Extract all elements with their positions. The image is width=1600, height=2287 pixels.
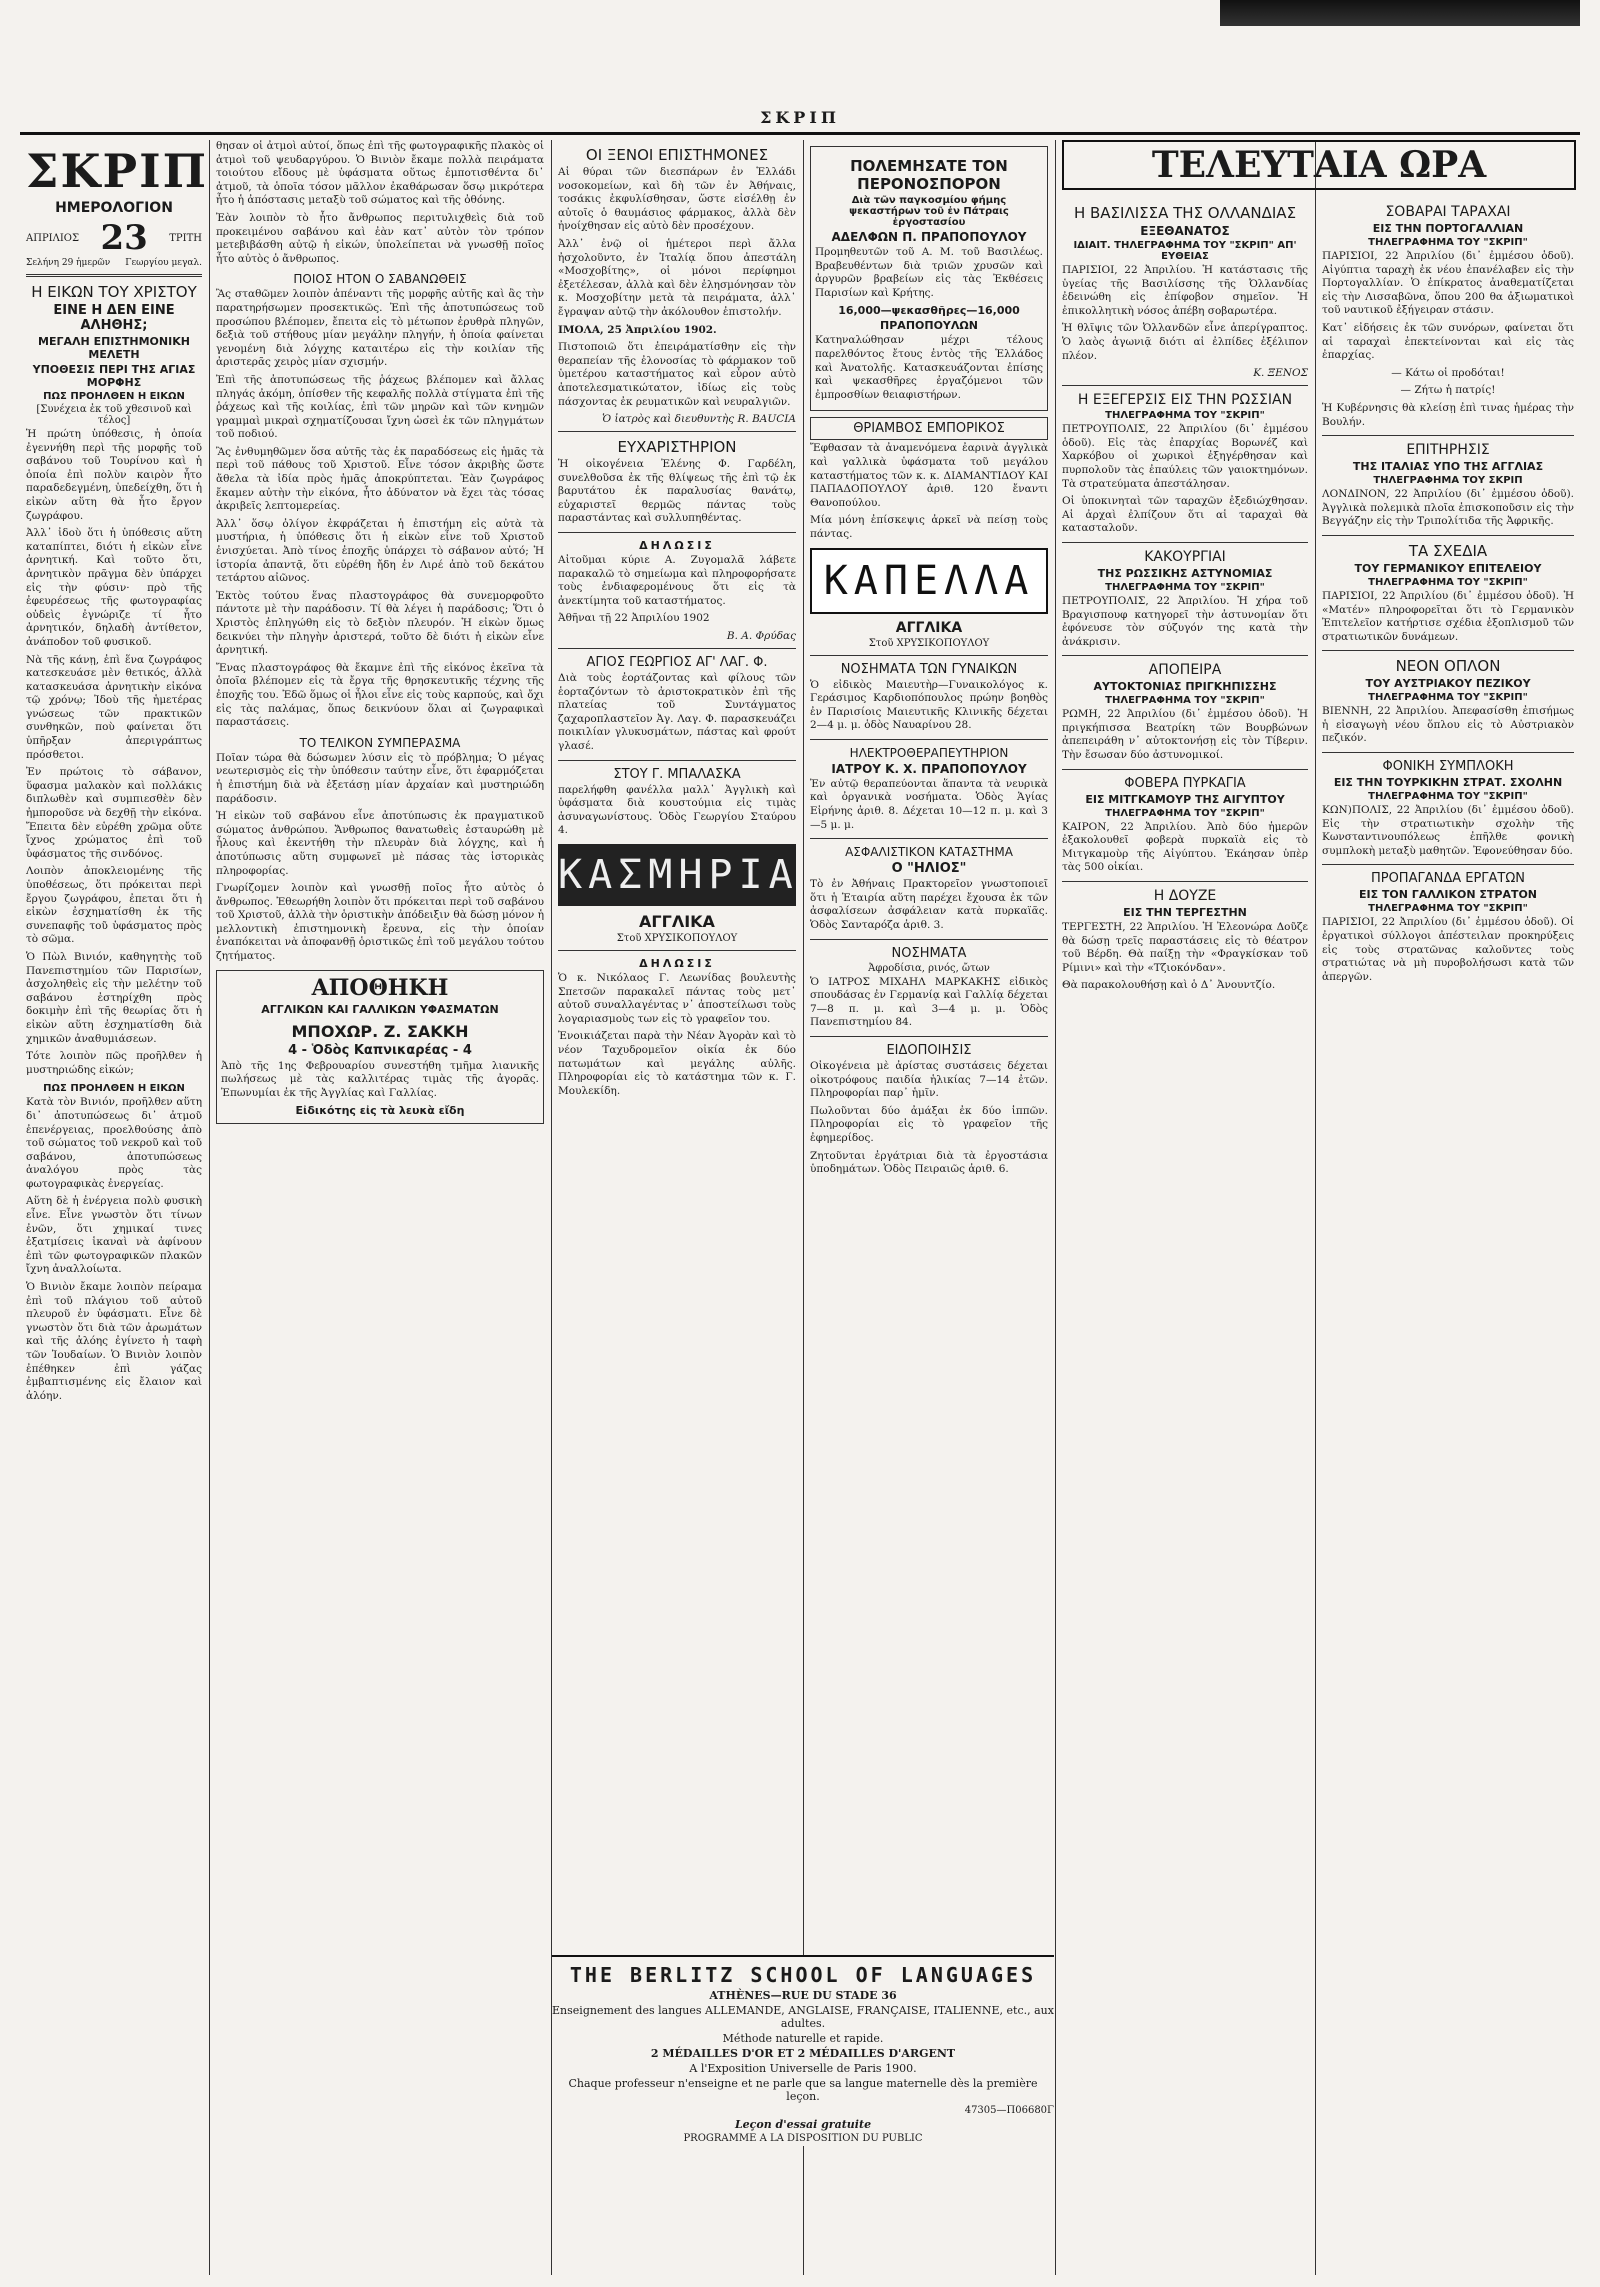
ad-sales: 16,000—ψεκασθῆρες—16,000 — [838, 304, 1020, 318]
masthead-moon: Σελήνη 29 ἡμερῶν — [26, 258, 111, 268]
ad-shop: Στοῦ ΧΡΥΣΙΚΟΠΟΥΛΟΥ — [868, 637, 990, 649]
berlitz-line: Méthode naturelle et rapide. — [722, 2032, 884, 2045]
section-heading: ΣΤΟΥ Γ. ΜΠΑΛΑΣΚΑ — [613, 766, 741, 782]
paragraph: Κατ᾽ εἰδήσεις ἐκ τῶν συνόρων, φαίνεται ὅτι αἱ ταραχαὶ ἐπεκτείνονται καὶ εἰς τὰς ἐπαρχίας. — [1322, 321, 1574, 362]
divider — [1322, 752, 1574, 753]
section-heading: ΝΟΣΗΜΑΤΑ ΤΩΝ ΓΥΝΑΙΚΩΝ — [840, 661, 1018, 677]
section-subheading: ΕΞΕΘΑΝΑΤΟΣ — [1140, 224, 1230, 238]
paragraph: Ἀλλ᾽ ἰδοὺ ὅτι ἡ ὑπόθεσις αὕτη καταπίπτει, διότι ἡ εἰκὼν εἶνε ἀρνητική. Καὶ τοῦτο ὅτι, ἀρνητικὸν πρᾶγμα δὲν ὑπάρχει εἰς τὴν φύσιν· πρὸ τῆς ἐφευρέσεως τῆς φωτογραφίας οὐδεὶς ἐγνώριζε τί ἦτο ἀρνητικόν, δηλαδὴ ἀντίθετον, ἀνάποδον τοῦ φυσικοῦ. — [26, 527, 202, 648]
section-heading: ΗΛΕΚΤΡΟΘΕΡΑΠΕΥΤΗΡΙΟΝ — [849, 745, 1009, 760]
section-subheading: ΕΙΣ ΤΟΝ ΓΑΛΛΙΚΟΝ ΣΤΡΑΤΟΝ — [1358, 888, 1538, 902]
divider — [558, 532, 796, 533]
masthead-date: 23 — [100, 218, 148, 258]
ad-banner: ΚΑΠΕΛΛΑ — [810, 548, 1048, 614]
paragraph: ΛΟΝΔΙΝΟΝ, 22 Ἀπριλίου (δι᾽ ἐμμέσου ὁδοῦ). Ἀγγλικὰ πολεμικὰ πλοῖα ἐπισκοποῦσιν εἰς τὴν Βεγγάζην εἰς τὴν Τριπολίτιδα τῆς Ἀφρικῆς. — [1322, 488, 1574, 528]
article-subhead: ΥΠΟΘΕΣΙΣ ΠΕΡΙ ΤΗΣ ΑΓΙΑΣ ΜΟΡΦΗΣ — [32, 363, 196, 389]
paragraph: ΡΩΜΗ, 22 Ἀπριλίου (δι᾽ ἐμμέσου ὁδοῦ). Ἡ πριγκήπισσα Βεατρίκη τῶν Βουρβώνων ἀπεπειράθη ν᾽ αὐτοκτονήσῃ εἰς τὸν Τίβεριν. Τὴν ἔσωσαν δύο ἀστυνομικοί. — [1062, 708, 1308, 762]
paragraph: ΒΙΕΝΝΗ, 22 Ἀπριλίου. Ἀπεφασίσθη ἐπισήμως ἡ εἰσαγωγὴ νέου ὅπλου εἰς τὸ Αὐστριακὸν πεζικόν. — [1322, 705, 1574, 745]
section-subheading: ΤΟΥ ΓΕΡΜΑΝΙΚΟΥ ΕΠΙΤΕΛΕΙΟΥ — [1354, 561, 1542, 575]
ad-address: 4 - Ὁδὸς Καπνικαρέας - 4 — [288, 1042, 472, 1058]
section-heading: Η ΕΞΕΓΕΡΣΙΣ ΕΙΣ ΤΗΝ ΡΩΣΣΙΑΝ — [1077, 392, 1293, 409]
divider — [1062, 385, 1308, 386]
section-heading: ΘΡΙΑΜΒΟΣ ΕΜΠΟΡΙΚΟΣ — [810, 417, 1048, 440]
ad-subtitle: ΑΓΓΛΙΚΩΝ ΚΑΙ ΓΑΛΛΙΚΩΝ ΥΦΑΣΜΑΤΩΝ — [261, 1002, 499, 1016]
section-heading: ΠΟΙΟΣ ΗΤΟΝ Ο ΣΑΒΑΝΩΘΕΙΣ — [293, 272, 467, 287]
masthead-dateline — [26, 218, 202, 258]
date-line: Ἀθῆναι τῇ 22 Ἀπριλίου 1902 — [558, 612, 710, 625]
section-heading: ΠΡΟΠΑΓΑΝΔΑ ΕΡΓΑΤΩΝ — [1370, 871, 1526, 887]
paragraph: Ἡ εἰκὼν τοῦ σαβάνου εἶνε ἀποτύπωσις ἐκ πραγματικοῦ σώματος ἀνθρώπου. Ἄνθρωπος θανατωθεὶς ἐσταυρώθη μὲ ἧλους καὶ ἐκεντήθη τὴν πλευρὰν διὰ λόγχης, καὶ ἡ ἀποτύπωσις αὕτη συμφωνεῖ μὲ πάσας τὰς ἱστορικὰς πληροφορίας. — [216, 810, 544, 877]
section-subheading: ΤΗΣ ΙΤΑΛΙΑΣ ΥΠΟ ΤΗΣ ΑΓΓΛΙΑΣ — [1352, 460, 1544, 474]
telegram-label: ΤΗΛΕΓΡΑΦΗΜΑ ΤΟΥ "ΣΚΡΙΠ" — [1368, 237, 1528, 248]
section-heading: ΝΕΟΝ ΟΠΛΟΝ — [1395, 657, 1501, 676]
berlitz-title: THE BERLITZ SCHOOL OF LANGUAGES — [569, 1963, 1037, 1987]
column-6 — [1316, 198, 1580, 2275]
paragraph: ΠΑΡΙΣΙΟΙ, 22 Ἀπριλίου (δι᾽ ἐμμέσου ὁδοῦ). Ἡ «Ματέν» πληροφορεῖται ὅτι τὸ Γερμανικὸν Ἐπιτελεῖον κατήρτισε σχέδια ἐξοπλισμοῦ τῶν στρατιωτικῶν δυνάμεων. — [1322, 589, 1574, 643]
signature: Β. Α. Φρύδας — [726, 630, 796, 643]
telegram-label: ΤΗΛΕΓΡΑΦΗΜΑ ΤΟΥ "ΣΚΡΙΠ" — [1105, 695, 1265, 707]
paragraph: Αὕτη δὲ ἡ ἐνέργεια πολὺ φυσικὴ εἶνε. Εἶνε γνωστὸν ὅτι τίνων ἐνῶν, ὅτι χημικαί τινες ἐξατμίσεις ἱκαναὶ νὰ ἀφίνουν ἐπὶ τῶν φωτογραφικῶν πλακῶν ἴχνη ἀναλλοίωτα. — [26, 1195, 202, 1276]
berlitz-advertisement — [552, 1955, 1054, 2146]
section-subheading: ΕΙΣ ΤΗΝ ΤΟΥΡΚΙΚΗΝ ΣΤΡΑΤ. ΣΧΟΛΗΝ — [1333, 776, 1563, 790]
section-heading: ΟΙ ΞΕΝΟΙ ΕΠΙΣΤΗΜΟΝΕΣ — [585, 146, 769, 164]
divider — [1062, 769, 1308, 770]
ad-footer: Εἰδικότης εἰς τὰ λευκὰ εἴδη — [295, 1104, 465, 1118]
section-heading: ΝΟΣΗΜΑΤΑ — [891, 945, 967, 961]
telegram-label: ΤΗΛΕΓΡΑΦΗΜΑ ΤΟΥ "ΣΚΡΙΠ" — [1368, 576, 1528, 588]
masthead-month: ΑΠΡΙΛΙΟΣ — [26, 232, 80, 244]
scan-edge-strip — [1220, 0, 1580, 26]
article-note: [Συνέχεια ἐκ τοῦ χθεσινοῦ καὶ τέλος] — [36, 404, 192, 426]
paragraph: Ἐπὶ τῆς ἀποτυπώσεως τῆς ῥάχεως βλέπομεν καὶ ἄλλας πληγάς ἀκόμη, ὀπίσθεν τῆς κεφαλῆς πολλὰ στίγματα ἐπὶ τῆς ῥάχεως καὶ τῆς κοιλίας, ἐπὶ τῶν μηρῶν καὶ τῶν κνημῶν γραμμαὶ μικραὶ σχηματίζουσαι ἴχνη ὡσεὶ ἐκ τῶν πληγμάτων τοῦ ποδιού. — [216, 373, 544, 441]
ad-subtitle: Διὰ τῶν παγκοσμίου φήμης ψεκαστήρων τοῦ ἐν Πάτραις ἐργοστασίου — [849, 195, 1009, 228]
ad-text: Κατηναλώθησαν μέχρι τέλους παρελθόντος ἔτους ἐντὸς τῆς Ἑλλάδος καὶ Ἀνατολῆς. Κατασκευάζονται ἐπίσης καὶ ψεκασθῆρες ἐργαζόμενοι τῶν ἐμπροσθίων θειαφιστήρων. — [815, 334, 1043, 401]
section-heading: ΑΠΟΠΕΙΡΑ — [1148, 662, 1222, 679]
telegram-label: ΤΗΛΕΓΡΑΦΗΜΑ ΤΟΥ "ΣΚΡΙΠ" — [1368, 692, 1528, 704]
telegram-label: ΤΗΛΕΓΡΑΦΗΜΑ ΤΟΥ ΣΚΡΙΠ — [1373, 475, 1523, 487]
section-heading: ΤΟ ΤΕΛΙΚΟΝ ΣΥΜΠΕΡΑΣΜΑ — [299, 735, 461, 750]
ad-shop: Στοῦ ΧΡΥΣΙΚΟΠΟΥΛΟΥ — [616, 932, 738, 944]
signature: Κ. ΞΕΝΟΣ — [1253, 367, 1308, 380]
divider — [1062, 655, 1308, 656]
telegram-label: ΤΗΛΕΓΡΑΦΗΜΑ ΤΟΥ "ΣΚΡΙΠ" — [1105, 581, 1265, 593]
divider — [1062, 881, 1308, 882]
article-subhead: ΠΩΣ ΠΡΟΗΛΘΕΝ Η ΕΙΚΩΝ — [43, 391, 185, 402]
last-hour-banner: ΤΕΛΕΥΤΑΙΑ ΩΡΑ — [1062, 140, 1576, 190]
paragraph: ΚΩΝ)ΠΟΛΙΣ, 22 Ἀπριλίου (δι᾽ ἐμμέσου ὁδοῦ). Εἰς τὴν στρατιωτικὴν σχολὴν τῆς Κωνσταντινουπόλεως ἐπῆλθε φονικὴ συμπλοκὴ μεταξὺ μαθητῶν. Ἐφονεύθησαν δύο. — [1322, 804, 1574, 857]
running-head: ΣΚΡΙΠ — [760, 108, 840, 127]
masthead-subtitle: ΗΜΕΡΟΛΟΓΙΟΝ — [55, 200, 173, 216]
masthead-almanac — [26, 258, 202, 268]
divider — [1322, 535, 1574, 536]
section-heading: ΚΑΚΟΥΡΓΙΑΙ — [1144, 548, 1226, 565]
paragraph: Ποῖαν τώρα θὰ δώσωμεν λύσιν εἰς τὸ πρόβλημα; Ὁ μέγας νεωτερισμὸς εἰς τὴν ὑπόθεσιν ταύτην εἶνε, ὅτι ἐφαρμόζεται ἡ ἐπιστήμη διὰ νὰ ἐξετάσῃ μίαν ἀρχαίαν καὶ μυστηριώδη παράδοσιν. — [216, 751, 544, 805]
paragraph: Ὁ ΙΑΤΡΟΣ ΜΙΧΑΗΛ ΜΑΡΚΑΚΗΣ εἰδικὸς σπουδάσας ἐν Γερμανίᾳ καὶ Γαλλίᾳ δέχεται 7—8 π. μ. καὶ 3—4 μ. μ. Ὁδὸς Πανεπιστημίου 84. — [810, 975, 1048, 1029]
ad-title: ΠΟΛΕΜΗΣΑΤΕ ΤΟΝ ΠΕΡΟΝΟΣΠΟΡΟΝ — [850, 157, 1008, 193]
telegram-label: ΤΗΛΕΓΡΑΦΗΜΑ ΤΟΥ "ΣΚΡΙΠ" — [1368, 903, 1528, 915]
paragraph: Αἰτοῦμαι κύριε Α. Ζυγομαλᾶ λάβετε παρακαλῶ τὸ σημείωμα καὶ πληροφορήσατε τοὺς ἐνδιαφερομένους ὅτι εἰς τὰ ἀνεκτίμητα τοῦ καταστήματος. — [558, 554, 796, 607]
paragraph: Ὁ Πὼλ Βινιόν, καθηγητὴς τοῦ Πανεπιστημίου τῶν Παρισίων, ἀσχοληθεὶς εἰς τὴν μελέτην τοῦ σαβάνου ἐστηρίχθη πρὸς δοκιμὴν ἐπὶ τῆς θεωρίας ὅτι ἡ εἰκὼν αὕτη ἐσχηματίσθη διὰ χημικῶν ἀναθυμιάσεων. — [26, 950, 202, 1045]
paragraph: ΠΕΤΡΟΥΠΟΛΙΣ, 22 Ἀπριλίου. Ἡ χήρα τοῦ Βραγισπουφ κατηγορεῖ τὴν ἀστυνομίαν ὅτι ἐφόνευσε τὸν σύζυγόν της κατὰ τὴν ἀνάκρισιν. — [1062, 594, 1308, 648]
berlitz-line: Chaque professeur n'enseigne et ne parle que sa langue maternelle dès la première leçon. — [568, 2077, 1038, 2103]
paragraph: θησαν οἱ ἀτμοὶ αὐτοί, ὅπως ἐπὶ τῆς φωτογραφικῆς πλακὸς οἱ ἀτμοὶ τοῦ ψευδαργύρου. Ὁ Βινιὸν ἔκαμε πολλὰ πειράματα τοιούτου εἴδους μὲ ὑφάσματα οὕτως ἐμποτισθέντα δι᾽ ἀτμοῦ, τὰ ὁποῖα τόσον μᾶλλον ἐκαθάρωσαν ὅσῳ μικρότερα ἦτο ἡ ἀπόστασις μεταξὺ τοῦ σώματος καὶ τῆς ὀθόνης. — [216, 140, 544, 207]
section-subheading: ΤΟΥ ΑΥΣΤΡΙΑΚΟΥ ΠΕΖΙΚΟΥ — [1365, 677, 1531, 691]
ad-brand: ΠΡΑΠΟΠΟΥΛΩΝ — [880, 319, 978, 333]
paragraph: Διὰ τοὺς ἑορτάζοντας καὶ φίλους τῶν ἑορταζόντων τὸ ἀριστοκρατικὸν ἐπὶ τῆς πλατείας τοῦ Συντάγματος ζαχαροπλαστεῖον Ἀγ. Λαγ. Φ. παρασκευάζει ποικιλίαν γλυκυσμάτων, πάστας καὶ φρούτ γλασέ. — [558, 672, 796, 752]
paragraph: Τότε λοιπὸν πῶς προῆλθεν ἡ μυστηριώδης εἰκών; — [26, 1050, 202, 1076]
paragraph: Ἔνας πλαστογράφος θὰ ἔκαμνε ἐπὶ τῆς εἰκόνος ἐκεῖνα τὰ ὁποῖα βλέπομεν εἰς τὰ ἔργα τῆς θρησκευτικῆς τέχνης τῆς ἐποχῆς του. Ἐδῶ ὅμως οἱ ἧλοι εἶνε εἰς τοὺς καρπούς, καὶ ὄχι εἰς τὰς παλάμας, ὅπως δεικνύουν ὅλαι αἱ ζωγραφικαὶ παραστάσεις. — [216, 661, 544, 729]
article-headline: Η ΕΙΚΩΝ ΤΟΥ ΧΡΙΣΤΟΥ — [31, 283, 197, 301]
berlitz-code: 47305—Π06680Γ — [964, 2105, 1054, 2116]
paragraph: Μία μόνη ἐπίσκεψις ἀρκεῖ νὰ πείσῃ τοὺς πάντας. — [810, 514, 1048, 540]
advertisement — [216, 970, 544, 1125]
divider — [810, 739, 1048, 740]
section-heading: ΕΠΙΤΗΡΗΣΙΣ — [1406, 442, 1490, 459]
quote: — Ζήτω ἡ πατρίς! — [1400, 384, 1496, 397]
ad-text: Ἀπὸ τῆς 1ης Φεβρουαρίου συνεστήθη τμῆμα λιανικῆς πωλήσεως μὲ τὰς καλλιτέρας τιμὰς τῆς ἀγορᾶς. Ἐπωνυμίαι ἐκ τῆς Ἀγγλίας καὶ Γαλλίας. — [221, 1059, 539, 1099]
letter-place: ΙΜΟΛΑ, 25 Ἀπριλίου 1902. — [558, 323, 717, 336]
paragraph: ΠΑΡΙΣΙΟΙ, 22 Ἀπριλίου (δι᾽ ἐμμέσου ὁδοῦ). Οἱ ἐργατικοὶ σύλλογοι ἀπέστειλαν προκηρύξεις εἰς τοὺς στρατῶνας καλοῦντες τοὺς στρατιώτας νὰ μὴ πυροβολήσωσι κατὰ τῶν ἀπεργῶν. — [1322, 916, 1574, 983]
masthead-saint: Γεωργίου μεγαλ. — [125, 258, 202, 268]
section-subheading: ΕΙΣ ΤΗΝ ΠΟΡΤΟΓΑΛΛΙΑΝ — [1372, 222, 1524, 235]
paragraph: Ἔφθασαν τὰ ἀναμενόμενα ἐαρινὰ ἀγγλικὰ καὶ γαλλικὰ ὑφάσματα τοῦ μεγάλου καταστήματος τῶν κ. κ. ΔΙΑΜΑΝΤΙΔΟΥ ΚΑΙ ΠΑΠΑΔΟΠΟΥΛΟΥ ἀριθ. 120 ἔναντι Θανοπούλου. — [810, 442, 1048, 509]
divider — [810, 655, 1048, 656]
berlitz-line: Enseignement des langues ALLEMANDE, ANGLAISE, FRANÇAISE, ITALIENNE, etc., aux adultes. — [552, 2004, 1054, 2030]
paragraph: Κατὰ τὸν Βινιόν, προῆλθεν αὕτη δι᾽ ἀποτυπώσεως δι᾽ ἀτμοῦ ἐπενέργειας, προελθούσης ἀπὸ τοῦ σώματος τοῦ νεκροῦ καὶ τοῦ σαβάνου, ἀποτυπώσεως ἀναλόγου πρὸς τὰς φωτογραφικὰς ἐνεργείας. — [26, 1096, 202, 1190]
paragraph: Οἱ ὑποκινηταὶ τῶν ταραχῶν ἐξεδιώχθησαν. Αἱ ἀρχαὶ ἐλπίζουν ὅτι αἱ ταραχαὶ θὰ κατασταλοῦν. — [1062, 495, 1308, 535]
paragraph: Οἰκογένεια μὲ ἀρίστας συστάσεις δέχεται οἰκοτρόφους παιδία ἡλικίας 7—14 ἐτῶν. Πληροφορίαι παρ᾽ ἡμῖν. — [810, 1060, 1048, 1100]
masthead-title: ΣΚΡΙΠ — [26, 144, 208, 198]
paragraph: Ἐν αὐτῷ θεραπεύονται ἅπαντα τὰ νευρικὰ καὶ ὀργανικὰ νοσήματα. Ὁδὸς Ἁγίας Εἰρήνης ἀριθ. 8. Δέχεται 10—12 π. μ. καὶ 3—5 μ. μ. — [810, 777, 1048, 831]
paragraph: Ἡ θλῖψις τῶν Ὀλλανδῶν εἶνε ἀπερίγραπτος. Ὁ λαὸς ἀγωνιᾷ διότι αἱ ἐλπίδες ἐξέλιπον πλέον. — [1062, 322, 1308, 362]
advertisement — [810, 146, 1048, 411]
paragraph: Πιστοποιῶ ὅτι ἐπειράματίσθην εἰς τὴν θεραπείαν τῆς ἐλονοσίας τὸ φάρμακον τοῦ ὑμετέρου καταστήματος καὶ εὗρον αὐτὸ ἀποτελεσματικώτατον, ἰδίως εἰς τοὺς πάσχοντας ἐκ ρευματικῶν καὶ νευραλγιῶν. — [558, 341, 796, 408]
article-subhead: ΕΙΝΕ Η ΔΕΝ ΕΙΝΕ ΑΛΗΘΗΣ; — [53, 303, 175, 333]
paragraph: Τὸ ἐν Ἀθήναις Πρακτορεῖον γνωστοποιεῖ ὅτι ἡ Ἑταιρία αὕτη παρέχει ἔχουσα ἐκ τῶν ἀσφαλίσεων ἀσφάλειαν κατὰ πυρκαϊᾶς. Ὁδὸς Σανταρόζα ἀριθ. 3. — [810, 878, 1048, 932]
article-subhead: ΜΕΓΑΛΗ ΕΠΙΣΤΗΜΟΝΙΚΗ ΜΕΛΕΤΗ — [38, 335, 190, 361]
ad-title: ΑΠΟΘΗΚΗ — [311, 974, 449, 1001]
divider — [810, 838, 1048, 839]
paragraph: ΠΑΡΙΣΙΟΙ, 22 Ἀπριλίου. Ἡ κατάστασις τῆς ὑγείας τῆς Βασιλίσσης τῆς Ὀλλανδίας ἐδεινώθη εἰς ἐπίφοβον σημεῖον. Ἡ ἐπικολλητικὴ νόσος ἀπέβη σοβαρωτέρα. — [1062, 264, 1308, 317]
section-subheading: ΕΙΣ ΤΗΝ ΤΕΡΓΕΣΤΗΝ — [1123, 906, 1247, 920]
paragraph: παρελήφθη φανέλλα μαλλ᾽ Ἀγγλικὴ καὶ ὑφάσματα διὰ κουστούμια εἰς τιμὰς ἀσυναγωνίστους. Ὁδὸς Γεωργίου Σταύρου 4. — [558, 783, 796, 837]
berlitz-line: Leçon d'essai gratuite — [734, 2118, 872, 2131]
section-heading: ΕΥΧΑΡΙΣΤΗΡΙΟΝ — [617, 438, 737, 457]
paragraph: Πωλοῦνται δύο ἀμάξαι ἐκ δύο ἱππῶν. Πληροφορίαι εἰς τὸ γραφεῖον τῆς ἐφημερίδος. — [810, 1104, 1048, 1144]
section-heading: ΔΗΛΩΣΙΣ — [639, 539, 715, 553]
divider — [810, 939, 1048, 940]
ad-subtitle: ΑΓΓΛΙΚΑ — [639, 911, 715, 931]
paragraph: Λοιπὸν ἀποκλειομένης τῆς ὑποθέσεως, ὅτι πρόκειται περὶ ἔργου ζωγράφου, ἐπεται ὅτι ἡ εἰκὼν ἐσχηματίσθη ἐκ τῆς συνεπαφῆς τοῦ ὑφάσματος πρὸς τὸ σῶμα. — [26, 865, 202, 946]
divider — [558, 950, 796, 951]
ad-subtitle: ΑΓΓΛΙΚΑ — [895, 619, 963, 636]
column-2 — [210, 140, 550, 2275]
section-heading: Η ΔΟΥΖΕ — [1153, 888, 1217, 905]
paragraph: Ὁ Βινιὸν ἔκαμε λοιπὸν πείραμα ἐπὶ τοῦ πλάγιου τοῦ αὐτοῦ πλευροῦ ἐν ὑφάσματι. Εἶνε δὲ γνωστὸν ὅτι διὰ τῶν ἀρωμάτων καὶ τῆς ἀλόης ἐγίνετο ἡ ταφὴ τῶν Ἰουδαίων. Ὁ Βινιὸν λοιπὸν ἐπέθηκεν ἐπὶ γάζας ἐμβαπτισμένης εἰς ἔλαιον καὶ ἀλόην. — [26, 1281, 202, 1402]
paragraph: Ἐκτὸς τούτου ἕνας πλαστογράφος θὰ συνεμορφοῦτο πάντοτε μὲ τὴν παράδοσιν. Τί θὰ λέγει ἡ παράδοσις; Ὅτι ὁ Χριστὸς ἐπληγώθη εἰς τὸ δεξιὸν πλευρόν. Ἡ εἰκὼν ὅμως δεικνύει τὴν πληγὴν ἀριστερά, τοῦτο δὲ διότι ἡ εἰκὼν εἶνε ἀρνητική. — [216, 589, 544, 657]
section-heading: ΦΟΝΙΚΗ ΣΥΜΠΛΟΚΗ — [1382, 759, 1514, 775]
ad-name: ΜΠΟΧΩΡ. Ζ. ΣΑΚΚΗ — [291, 1021, 469, 1041]
divider — [1322, 650, 1574, 651]
divider — [26, 274, 202, 277]
section-heading: ΑΓΙΟΣ ΓΕΩΡΓΙΟΣ ΑΓ' ΛΑΓ. Φ. — [586, 655, 768, 671]
telegram-label: ΤΗΛΕΓΡΑΦΗΜΑ ΤΟΥ "ΣΚΡΙΠ" — [1105, 410, 1265, 422]
paragraph: Ἐὰν λοιπὸν τὸ ἦτο ἄνθρωπος περιτυλιχθεὶς διὰ τοῦ προκειμένου σαβάνου καὶ ἐὰν κατ᾽ αὐτὸν τὸν τρόπον μετεβιβάσθη αὐτῷ ἡ εἰκών, ὑπολείπεται νὰ γνωσθῇ ποῖος ἦτο αὐτὸς ὁ ἄνθρωπος. — [216, 211, 544, 265]
paragraph: Θὰ παρακολουθήσῃ καὶ ὁ Δ᾽ Ἀνουντζίο. — [1062, 979, 1276, 992]
top-rule — [20, 132, 1580, 135]
paragraph: ΤΕΡΓΕΣΤΗ, 22 Ἀπριλίου. Ἡ Ἐλεονώρα Δοῦζε θὰ δώσῃ τρεῖς παραστάσεις εἰς τὸ θέατρον τοῦ Βέρδη. Θὰ παίξῃ τὴν «Φραγκίσκαν τοῦ Ρίμινι» καὶ τὴν «Τζιοκόνδαν». — [1062, 921, 1308, 974]
section-subheading: ΤΗΣ ΡΩΣΣΙΚΗΣ ΑΣΤΥΝΟΜΙΑΣ — [1097, 566, 1273, 580]
paragraph: ΚΑΙΡΟΝ, 22 Ἀπριλίου. Ἀπὸ δύο ἡμερῶν ἐξακολουθεῖ φοβερὰ πυρκαϊὰ εἰς τὸ Μιτγκαμοὺρ τῆς Αἰγύπτου. Ἐκάησαν ὑπὲρ τὰς 500 οἰκίαι. — [1062, 820, 1308, 874]
newspaper-page — [20, 0, 1580, 2287]
paragraph: Ἐν πρώτοις τὸ σάβανον, ὕφασμα μαλακὸν καὶ πολλάκις διπλωθὲν καὶ συμπιεσθὲν δὲν ἠμποροῦσε νὰ δεχθῇ τὴν εἰκόνα. Ἔπειτα δὲν εὑρέθη χρῶμα οὔτε ἴχνος χρώματος ἐπὶ τοῦ ὑφάσματος τῆς σινδόνος. — [26, 766, 202, 860]
berlitz-line: A l'Exposition Universelle de Paris 1900. — [689, 2062, 917, 2075]
divider — [558, 648, 796, 649]
paragraph: Γνωρίζομεν λοιπὸν καὶ γνωσθῇ ποῖος ἦτο αὐτὸς ὁ ἄνθρωπος. Ἐθεωρήθη λοιπὸν ὅτι πρόκειται περὶ τοῦ σαβάνου τοῦ Χριστοῦ, ἀλλὰ τὴν ὁριστικὴν ἀπόδειξιν θὰ δώσῃ μόνον ἡ μελλοντικὴ ἐπιστημονικὴ ἔρευνα, εἰς τὴν ὁποίαν ἐναπόκειται νὰ ἀποφανθῇ ὁριστικῶς ἐπὶ τοῦ μεγάλου τούτου ζητήματος. — [216, 882, 544, 963]
paragraph: ΠΕΤΡΟΥΠΟΛΙΣ, 22 Ἀπριλίου (δι᾽ ἐμμέσου ὁδοῦ). Εἰς τὰς ἐπαρχίας Βορωνέζ καὶ Χαρκόβου οἱ χωρικοὶ ἐξηγέρθησαν καὶ πυρπολοῦν τὰς ἐπαύλεις τῶν γαιοκτημόνων. Τὰ στρατεύματα ἀπεστάλησαν. — [1062, 423, 1308, 490]
section-heading: ΔΗΛΩΣΙΣ — [639, 956, 715, 970]
divider — [1322, 435, 1574, 436]
section-subheading: ΙΑΤΡΟΥ Κ. Χ. ΠΡΑΠΟΠΟΥΛΟΥ — [831, 761, 1027, 776]
paragraph: Ὁ κ. Νικόλαος Γ. Λεωνίδας βουλευτὴς Σπετσῶν παρακαλεῖ πάντας τοὺς μετ᾽ αὐτοῦ συναλλαγέντας ν᾽ ἀποστείλωσι τοὺς λογαριασμοὺς των εἰς τὸ γραφεῖον του. — [558, 971, 796, 1025]
paragraph: Ἡ Κυβέρνησις θὰ κλείσῃ ἐπὶ τινας ἡμέρας τὴν Βουλήν. — [1322, 401, 1574, 428]
paragraph: Ζητοῦνται ἐργάτριαι διὰ τὰ ἐργοστάσια ὑποδημάτων. Ὁδὸς Πειραιῶς ἀριθ. 6. — [810, 1149, 1048, 1176]
paragraph: Ἐνοικιάζεται παρὰ τὴν Νέαν Ἀγορὰν καὶ τὸ νέον Ταχυδρομεῖον οἰκία ἐκ δύο πατωμάτων καὶ μεγάλης αὐλῆς. Πληροφορίαι εἰς τὸ κατάστημα τῶν κ. Γ. Μουλεκίδη. — [558, 1030, 796, 1097]
paragraph: Ἡ οἰκογένεια Ἐλένης Φ. Γαρδέλη, συνελθοῦσα ἐκ τῆς θλίψεως τῆς ἐπὶ τῷ ἐκ βαρυτάτου ἐκ παραλυσίας θανάτῳ, εὐχαριστεῖ θερμῶς πάντας τοὺς παραστάντας καὶ συλλυπηθέντας. — [558, 458, 796, 525]
berlitz-line: PROGRAMME A LA DISPOSITION DU PUBLIC — [683, 2133, 923, 2144]
masthead-day: ΤΡΙΤΗ — [169, 232, 202, 244]
article-subhead: ΠΩΣ ΠΡΟΗΛΘΕΝ Η ΕΙΚΩΝ — [43, 1083, 185, 1095]
divider — [810, 1036, 1048, 1037]
paragraph: Ὁ εἰδικὸς Μαιευτὴρ—Γυναικολόγος κ. Γεράσιμος Καρδιοπόπουλος πρώην βοηθὸς ἐν Παρισίοις Μαιευτικῆς Κλινικῆς δέχεται 2—4 μ. μ. ὁδὸς Ναυαρίνου 28. — [810, 678, 1048, 732]
telegram-label: ΤΗΛΕΓΡΑΦΗΜΑ ΤΟΥ "ΣΚΡΙΠ" — [1105, 807, 1265, 819]
telegram-label: ΙΔΙΑΙΤ. ΤΗΛΕΓΡΑΦΗΜΑ ΤΟΥ "ΣΚΡΙΠ" ΑΠ' ΕΥΘΕΙΑΣ — [1073, 240, 1297, 262]
section-subheading: Ο "ΗΛΙΟΣ" — [891, 861, 967, 877]
quote: — Κάτω οἱ προδόται! — [1391, 366, 1505, 379]
section-heading: ΣΟΒΑΡΑΙ ΤΑΡΑΧΑΙ — [1385, 204, 1511, 220]
ad-text: Προμηθευτῶν τοῦ Α. Μ. τοῦ Βασιλέως. Βραβευθέντων διὰ τριῶν χρυσῶν καὶ ἀργυρῶν βραβείων εἰς τὰς Ἐκθέσεις Παρισίων καὶ Κρήτης. — [815, 246, 1043, 299]
column-5-body — [1056, 198, 1314, 2275]
section-heading: ΕΙΔΟΠΟΙΗΣΙΣ — [886, 1043, 972, 1058]
paragraph: Ἂς ἐνθυμηθῶμεν ὅσα αὐτῆς τὰς ἐκ παραδόσεως εἰς ἡμᾶς τὰ περὶ τοῦ πάθους τοῦ Χριστοῦ. Εἶνε τόσον ἀκριβὴς ὥστε ἄθελα τὰ ἰδία πρὸς ἡμᾶς ἀποκρύπτεται. Ἐὰν ζωγράφος ἔκαμεν αὐτὴν τὴν εἰκόνα, ἦτο ἀδύνατον νὰ ἔχει τὰς τόσας ἀκριβεῖς λεπτομερείας. — [216, 445, 544, 513]
column-1 — [20, 140, 208, 2275]
divider — [1062, 542, 1308, 543]
paragraph: Ἡ πρώτη ὑπόθεσις, ἡ ὁποία ἐγεννήθη περὶ τῆς μορφῆς τοῦ σαβάνου τοῦ Τουρίνου καὶ ἡ ὁποία ἐπὶ πολὺν καιρὸν ἦτο παραδεδεγμένη, ὑπεδείχθη, ὅτι ἡ εἰκὼν αὕτη θὰ ἦτο ἔργον ζωγράφου. — [26, 428, 202, 522]
paragraph: Αἱ θύραι τῶν διεσπάρων ἐν Ἑλλάδι νοσοκομείων, καὶ δὴ τῶν ἐν Ἀθήναις, τοσάκις ἐκφυλίσθησαν, ὥστε εἰσέλθῃ ἐν αὐτοῖς ὁ θαυμάσιος φάρμακος, ἀλλὰ δὲν ἠνοίχθησαν εἰς αὐτὸ δὲν προσέχουν. — [558, 166, 796, 233]
ad-banner: ΚΑΣΜΗΡΙΑ — [558, 844, 796, 906]
signature: Ὁ ἰατρὸς καὶ διευθυντὴς R. BAUCIA — [602, 413, 796, 426]
paragraph: Ἂς σταθῶμεν λοιπὸν ἀπέναντι τῆς μορφῆς αὐτῆς καὶ ἂς τὴν παρατηρήσωμεν προσεκτικῶς. Ἐπὶ τῆς ἀποτυπώσεως τοῦ προσώπου βλέπομεν, ἔπειτα εἰς τὸ μέτωπον ἐρυθρὰ πληγῶν, δεξιὰ τοῦ στήθους μίαν μεγάλην πληγήν, ἡ ὁποία φαίνεται γενομένη διὰ λόγχης καταιτέρω εἰς τὴν κοιλίαν τῆς ἀριστερᾶς χειρὸς μίαν σχισμήν. — [216, 288, 544, 369]
telegram-label: ΤΗΛΕΓΡΑΦΗΜΑ ΤΟΥ "ΣΚΡΙΠ" — [1368, 791, 1528, 803]
paragraph: Ἀλλ᾽ ἐνῷ οἱ ἡμέτεροι περὶ ἄλλα ἠσχολοῦντο, ἐν Ἰταλίᾳ ὅπου ἀπεστάλη «Μοσχοβίτης», οἱ μόνοι περίφημοι ἐξετέλεσαν, ἀλλὰ καὶ δὲν ἐλησμόνησαν τὸν κ. Μοσχοβίτην μετὰ τὰ πειράματα, ἀλλ᾽ ἔγραψαν αὐτῷ τὴν ἀκόλουθον ἐπιστολήν. — [558, 237, 796, 318]
section-heading: Η ΒΑΣΙΛΙΣΣΑ ΤΗΣ ΟΛΛΑΝΔΙΑΣ — [1073, 204, 1297, 222]
berlitz-subtitle: ATHÈNES—RUE DU STADE 36 — [709, 1989, 897, 2002]
berlitz-line: 2 MÉDAILLES D'OR ET 2 MÉDAILLES D'ARGENT — [650, 2047, 956, 2060]
paragraph: Ἀλλ᾽ ὅσῳ ὀλίγον ἐκφράζεται ἡ ἐπιστήμη εἰς αὐτὰ τὰ μυστήρια, ἡ ὑπόθεσις ὅτι ἡ εἰκὼν εἶνε τοῦ Χριστοῦ ἐνισχύεται. Ἀπὸ τίνος ἐποχῆς ὑπάρχει τὸ σάβανον αὐτό; Ἡ ἱστορία ἀπαντᾷ, ὅτι εὑρέθη ἤδη ἐν Λιρέ ἀπὸ τοῦ δεκάτου τετάρτου αἰῶνος. — [216, 517, 544, 585]
divider — [1322, 864, 1574, 865]
section-heading: ΦΟΒΕΡΑ ΠΥΡΚΑΓΙΑ — [1124, 775, 1246, 791]
section-heading: ΑΣΦΑΛΙΣΤΙΚΟΝ ΚΑΤΑΣΤΗΜΑ — [845, 845, 1013, 860]
paragraph: ΠΑΡΙΣΙΟΙ, 22 Ἀπριλίου (δι᾽ ἐμμέσου ὁδοῦ). Αἰγύπτια ταραχὴ ἐκ νέου ἐπανέλαβεν εἰς τὴν Πορτογαλλίαν. Ὁ ἐπίκρατος ἀναθεματίζεται εἰς τὴν Λισσαβῶνα, ὅπου 200 θα ἀξιωματικοὶ τοῦ ναυτικοῦ ἐξήγειραν στάσιν. — [1322, 250, 1574, 317]
divider — [558, 760, 796, 761]
divider — [558, 431, 796, 432]
section-subheading: ΕΙΣ ΜΙΤΓΚΑΜΟΥΡ ΤΗΣ ΑΙΓΥΠΤΟΥ — [1085, 792, 1285, 806]
section-subheading: ΑΥΤΟΚΤΟΝΙΑΣ ΠΡΙΓΚΗΠΙΣΣΗΣ — [1093, 680, 1277, 694]
section-subheading: Ἀφροδίσια, ρινός, ὤτων — [868, 962, 990, 974]
ad-name: ΑΔΕΛΦΩΝ Π. ΠΡΑΠΟΠΟΥΛΟΥ — [831, 230, 1027, 244]
paragraph: Νὰ τῆς κάνῃ, ἐπὶ ἕνα ζωγράφος κατεσκευάσε μὲν θετικός, ἀλλὰ κατασκευάσα ἀρνητικὴν εἰκόνα τῷ χρόνῳ; Ἰδοὺ τῆς ἡμετέρας γνώσεως τῶν πρακτικῶν συνθηκῶν, ποὺ φαίνεται ὅτι ὑπῆρξαν ἀπεριγράπτως πρόσθετοι. — [26, 653, 202, 761]
section-heading: ΤΑ ΣΧΕΔΙΑ — [1408, 541, 1488, 560]
